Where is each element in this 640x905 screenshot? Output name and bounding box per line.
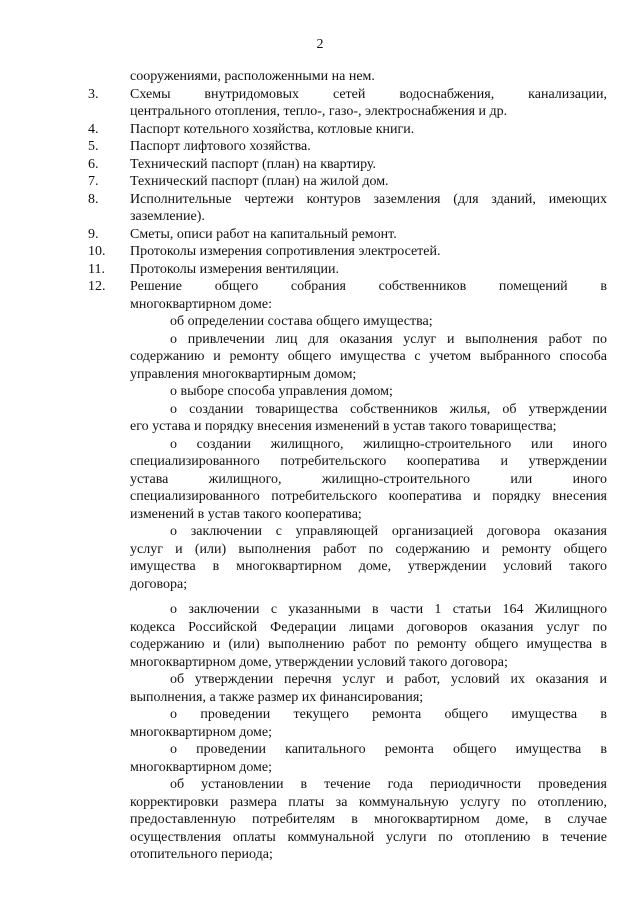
list-item-number: 11. <box>88 261 105 277</box>
list-item-text <box>130 226 607 244</box>
list-item-number: 5. <box>88 139 99 154</box>
text-line: многоквартирном доме; <box>130 759 273 775</box>
text-line: Паспорт лифтового хозяйства. <box>130 139 311 154</box>
text-line: Схемы внутридомовых сетей водоснабжения, канализации, <box>130 86 607 102</box>
text-line: Решение общего собрания собственников помещений в <box>130 279 607 294</box>
sub-list-item <box>130 741 607 776</box>
text-line: отопительного периода; <box>130 847 273 862</box>
sub-list-item <box>130 523 607 593</box>
text-line: многоквартирном доме; <box>130 724 273 740</box>
sub-list-item <box>130 671 607 706</box>
text-line: предоставленную потребителям в многоквартирном доме, в случае <box>130 812 607 827</box>
sub-list-item <box>130 331 607 384</box>
text-line: имущества в многоквартирном доме, утверждении условий такого <box>130 559 607 574</box>
list-item <box>88 261 607 279</box>
list-item-text <box>130 278 607 313</box>
sub-list-item <box>130 383 607 401</box>
text-line: Исполнительные чертежи контуров заземления (для зданий, имеющих <box>130 191 607 207</box>
text-line: специализированного потребительского кооператива и утверждении <box>130 454 607 469</box>
list-item-text <box>130 261 607 279</box>
list-item-text <box>130 86 607 121</box>
text-line: услуг и (или) выполнения работ по содержанию и ремонту общего <box>130 541 607 557</box>
page-number: 2 <box>316 37 324 52</box>
text-line: Протоколы измерения вентиляции. <box>130 261 339 277</box>
sub-list-item <box>130 776 607 864</box>
text-line: содержанию и ремонту общего имущества с учетом выбранного способа <box>130 349 607 364</box>
text-line: управления многоквартирным домом; <box>130 366 357 382</box>
list-item <box>88 243 607 261</box>
sub-list-item <box>130 601 607 671</box>
list-item <box>88 191 607 226</box>
text-line: о заключении с управляющей организацией договора оказания <box>170 524 607 539</box>
list-item-text <box>130 243 607 261</box>
list-item-text <box>130 156 607 174</box>
text-line: его устава и порядку внесения изменений в устав такого товарищества; <box>130 419 557 434</box>
text-line: о выборе способа управления домом; <box>170 384 393 399</box>
text-line: Сметы, описи работ на капитальный ремонт. <box>130 226 397 242</box>
text-line: осуществления оплаты коммунальной услуги по отоплению в течение <box>130 829 607 845</box>
sub-list <box>130 313 607 864</box>
sub-list-item <box>130 313 607 331</box>
text-line: о заключении с указанными в части 1 статьи 164 Жилищного <box>170 602 607 617</box>
sub-list-item <box>130 706 607 741</box>
document-body <box>88 68 607 864</box>
list-item-text <box>130 191 607 226</box>
text-line: Технический паспорт (план) на жилой дом. <box>130 174 389 189</box>
text-line: о создании товарищества собственников жилья, об утверждении <box>170 401 607 417</box>
list-item <box>88 138 607 156</box>
text-line: Технический паспорт (план) на квартиру. <box>130 156 376 172</box>
list-item <box>88 226 607 244</box>
list-item-text <box>130 138 607 156</box>
text-line: об установлении в течение года периодичности проведения <box>170 777 607 792</box>
text-line: о привлечении лиц для оказания услуг и выполнения работ по <box>170 331 607 347</box>
text-line: о проведении текущего ремонта общего имущества в <box>170 707 607 722</box>
text-line: о создании жилищного, жилищно-строительного или иного <box>170 436 607 452</box>
text-line: центрального отопления, тепло-, газо-, электроснабжения и др. <box>130 104 508 119</box>
list-item-number: 12. <box>88 279 106 294</box>
list-item <box>88 156 607 174</box>
sub-list-item <box>130 401 607 436</box>
text-line: Протоколы измерения сопротивления электросетей. <box>130 244 441 259</box>
text-line: заземление). <box>130 209 205 224</box>
text-line: содержанию и (или) выполнению работ по ремонту общего имущества в <box>130 637 607 652</box>
text-line: многоквартирном доме, утверждении условий такого договора; <box>130 654 508 670</box>
list-item-number: 6. <box>88 156 99 172</box>
list-item-number: 3. <box>88 86 99 102</box>
list-item-continuation <box>88 68 607 86</box>
text-line: договора; <box>130 576 188 592</box>
list-item-number: 7. <box>88 174 99 189</box>
list-item <box>88 278 607 313</box>
text-line: выполнения, а также размер их финансирования; <box>130 689 424 705</box>
text-line: изменений в устав такого кооператива; <box>130 506 362 522</box>
text-line: о проведении капитального ремонта общего имущества в <box>170 742 607 757</box>
list-item <box>88 121 607 139</box>
text-line: многоквартирном доме: <box>130 296 273 312</box>
list-item <box>88 86 607 121</box>
numbered-list <box>88 86 607 314</box>
list-item-text <box>130 121 607 139</box>
text-line: Паспорт котельного хозяйства, котловые книги. <box>130 121 415 137</box>
text-line: об утверждении перечня услуг и работ, условий их оказания и <box>170 672 607 687</box>
list-item-number: 10. <box>88 244 106 259</box>
text-line: кодекса Российской Федерации лицами договоров оказания услуг по <box>130 619 607 635</box>
text-line: об определении состава общего имущества; <box>170 314 433 329</box>
list-item-text <box>130 173 607 191</box>
text-line: специализированного потребительского кооператива и порядку внесения <box>130 489 607 504</box>
list-item-number: 4. <box>88 121 99 137</box>
list-item-number: 9. <box>88 226 99 242</box>
list-item-number: 8. <box>88 191 99 207</box>
text-line: устава жилищного, жилищно-строительного или иного <box>130 471 607 487</box>
list-item <box>88 173 607 191</box>
sub-list-item <box>130 436 607 524</box>
text-line: корректировки размера платы за коммунальную услугу по отоплению, <box>130 794 607 810</box>
text-line: сооружениями, расположенными на нем. <box>130 69 375 84</box>
